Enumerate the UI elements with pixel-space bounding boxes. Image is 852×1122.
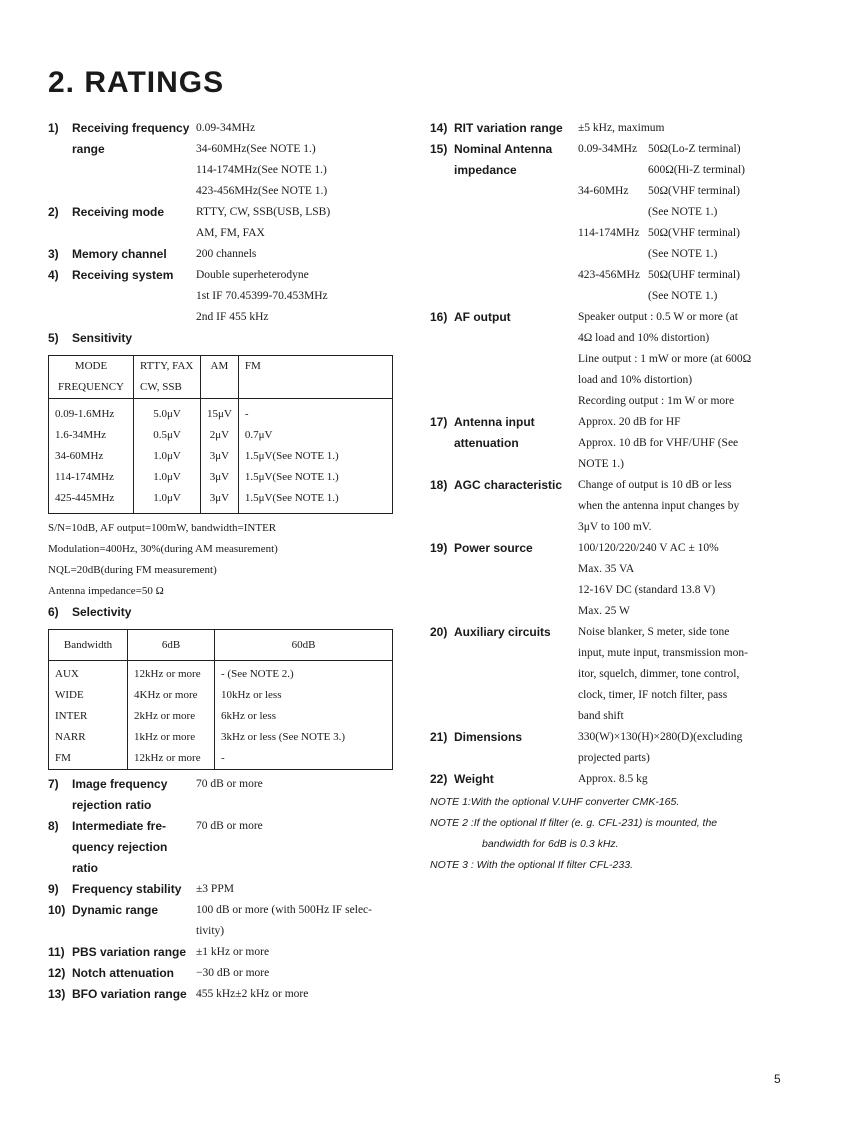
spec-memory-channel: 3) Memory channel 200 channels xyxy=(48,247,257,261)
spec-bfo-variation: 13) BFO variation range 455 kHz±2 kHz or more xyxy=(48,987,309,1001)
spec-sensitivity: 5) Sensitivity xyxy=(48,331,133,345)
impedance-entry: 114-174MHz 50Ω(VHF terminal) (See NOTE 1.) xyxy=(578,227,740,260)
spec-dimensions: 21) Dimensions 330(W)×130(H)×280(D)(excluding projected parts) xyxy=(430,730,743,764)
page-title: 2. RATINGS xyxy=(48,66,225,99)
table-row: 34-60MHz 1.0μV 3μV 1.5μV(See NOTE 1.) xyxy=(49,446,393,467)
spec-antenna-impedance: 15) Nominal Antenna impedance 0.09-34MHz 50Ω(Lo-Z terminal) 600Ω(Hi-Z terminal) 34-60MHz 50Ω(VHF terminal) (See NOTE 1.) 114-174MHz 50Ω(VHF terminal) (See NOTE 1.) 423-456MHz 50Ω(UHF terminal) (See NOTE 1.) xyxy=(430,139,790,307)
spec-antenna-attenuation: 17) Antenna input attenuation Approx. 20 dB for HF Approx. 10 dB for VHF/UHF (See NOTE 1.) xyxy=(430,415,739,470)
spec-rit-variation: 14) RIT variation range ±5 kHz, maximum xyxy=(430,121,665,135)
spec-image-frequency-rejection: 7) Image frequency rejection ratio 70 dB or more xyxy=(48,777,263,812)
spec-selectivity: 6) Selectivity xyxy=(48,605,132,619)
spec-power-source: 19) Power source 100/120/220/240 V AC ± 10% Max. 35 VA 12-16V DC (standard 13.8 V) Max. 25 W xyxy=(430,541,719,617)
table-row: AUX 12kHz or more - (See NOTE 2.) xyxy=(49,661,393,686)
impedance-entry: 0.09-34MHz 50Ω(Lo-Z terminal) 600Ω(Hi-Z terminal) xyxy=(578,143,746,176)
left-column xyxy=(48,118,393,1005)
spec-receiving-system: 4) Receiving system Double superheterodyne 1st IF 70.45399-70.453MHz 2nd IF 455 kHz xyxy=(48,268,328,323)
sensitivity-table xyxy=(48,355,393,514)
spec-if-rejection: 8) Intermediate fre- quency rejection ratio 70 dB or more xyxy=(48,819,263,875)
table-row: NARR 1kHz or more 3kHz or less (See NOTE 3.) xyxy=(49,727,393,748)
spec-frequency-stability: 9) Frequency stability ±3 PPM xyxy=(48,882,234,896)
note-2-continued: bandwidth for 6dB is 0.3 kHz. xyxy=(482,838,619,850)
table-row: 0.09-1.6MHz 5.0μV 15μV - xyxy=(49,399,393,426)
measurement-conditions: S/N=10dB, AF output=100mW, bandwidth=INTER Modulation=400Hz, 30%(during AM measurement) NQL=20dB(during FM measurement) Antenna impedance=50 Ω xyxy=(48,522,278,597)
impedance-entry: 423-456MHz 50Ω(UHF terminal) (See NOTE 1.) xyxy=(578,269,740,302)
spec-agc-characteristic: 18) AGC characteristic Change of output is 10 dB or less when the antenna input changes by 3μV to 100 mV. xyxy=(430,478,740,533)
note-1: NOTE 1:With the optional V.UHF converter CMK-165. xyxy=(430,796,680,808)
spec-pbs-variation: 11) PBS variation range ±1 kHz or more xyxy=(48,945,270,959)
table-header-row: Bandwidth 6dB 60dB xyxy=(49,630,393,661)
page-number: 5 xyxy=(774,1072,781,1086)
table-row: WIDE 4KHz or more 10kHz or less xyxy=(49,685,393,706)
right-column xyxy=(430,118,790,876)
spec-value: 0.09-34MHz 34-60MHz(See NOTE 1.) 114-174MHz(See NOTE 1.) 423-456MHz(See NOTE 1.) xyxy=(196,122,328,197)
table-row: 114-174MHz 1.0μV 3μV 1.5μV(See NOTE 1.) xyxy=(49,467,393,488)
spec-notch-attenuation: 12) Notch attenuation −30 dB or more xyxy=(48,966,270,980)
table-row: FM 12kHz or more - xyxy=(49,748,393,770)
note-2: NOTE 2 :If the optional If filter (e. g. CFL-231) is mounted, the xyxy=(430,817,718,829)
impedance-entry: 34-60MHz 50Ω(VHF terminal) (See NOTE 1.) xyxy=(578,185,740,218)
spec-dynamic-range: 10) Dynamic range 100 dB or more (with 500Hz IF selec- tivity) xyxy=(48,903,372,937)
spec-af-output: 16) AF output Speaker output : 0.5 W or more (at 4Ω load and 10% distortion) Line output : 1 mW or more (at 600Ω load and 10% distortion) Recording output : 1m W or more xyxy=(430,310,752,407)
spec-label: 1) Receiving frequency range xyxy=(48,121,190,156)
spec-receiving-frequency xyxy=(48,118,393,202)
table-row: 1.6-34MHz 0.5μV 2μV 0.7μV xyxy=(49,425,393,446)
table-header-row: MODE FREQUENCY RTTY, FAX CW, SSB AM FM xyxy=(49,356,393,399)
spec-weight: 22) Weight Approx. 8.5 kg xyxy=(430,772,648,786)
footnotes xyxy=(430,792,790,876)
spec-receiving-mode: 2) Receiving mode RTTY, CW, SSB(USB, LSB) AM, FM, FAX xyxy=(48,205,331,239)
table-row: 425-445MHz 1.0μV 3μV 1.5μV(See NOTE 1.) xyxy=(49,488,393,514)
table-row: INTER 2kHz or more 6kHz or less xyxy=(49,706,393,727)
spec-auxiliary-circuits: 20) Auxiliary circuits Noise blanker, S meter, side tone input, mute input, transmission mon- itor, squelch, dimmer, tone control, clock, timer, IF notch filter, pass band shift xyxy=(430,625,748,722)
note-3: NOTE 3 : With the optional If filter CFL-233. xyxy=(430,859,633,871)
selectivity-table xyxy=(48,629,393,770)
